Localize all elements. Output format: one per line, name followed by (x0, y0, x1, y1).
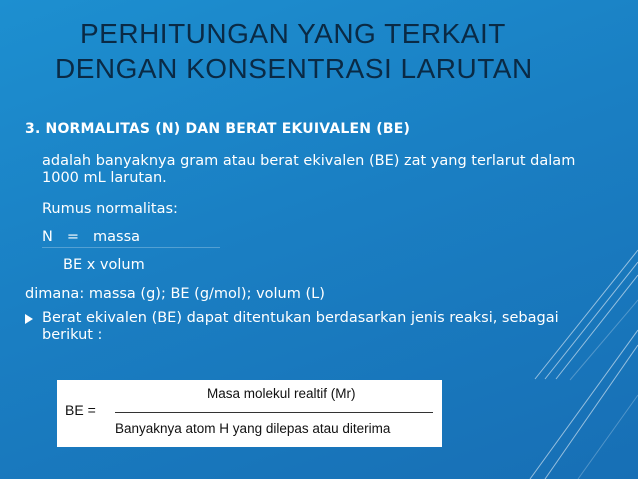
slide-title (55, 16, 575, 86)
bullet-text: Berat ekivalen (BE) dapat ditentukan berdasarkan jenis reaksi, sebagai berikut : (42, 310, 559, 343)
be-formula-divider (115, 412, 433, 413)
formula-label: Rumus normalitas: (42, 201, 178, 217)
formula-lhs: N (42, 229, 53, 245)
normality-formula-line (42, 229, 140, 246)
slide-title-line-1: PERHITUNGAN YANG TERKAIT (80, 18, 506, 49)
formula-equals: = (66, 229, 80, 245)
section-heading: 3. NORMALITAS (N) DAN BERAT EKUIVALEN (BE) (25, 121, 411, 137)
be-formula-numerator: Masa molekul realtif (Mr) (207, 386, 356, 401)
definition-text: adalah banyaknya gram atau berat ekivalen (BE) zat yang terlarut dalam 1000 mL larutan. (42, 153, 576, 186)
formula-denominator: BE x volum (63, 257, 145, 273)
formula-numerator: massa (93, 229, 141, 245)
triangle-bullet-icon (25, 314, 33, 324)
fraction-divider (42, 247, 220, 248)
be-formula-lhs: BE = (65, 402, 96, 418)
be-formula-denominator: Banyaknya atom H yang dilepas atau diterima (115, 421, 391, 436)
units-note: dimana: massa (g); BE (g/mol); volum (L) (25, 286, 325, 302)
be-formula-image (57, 380, 442, 447)
slide-title-line-2: DENGAN KONSENTRASI LARUTAN (55, 53, 533, 84)
